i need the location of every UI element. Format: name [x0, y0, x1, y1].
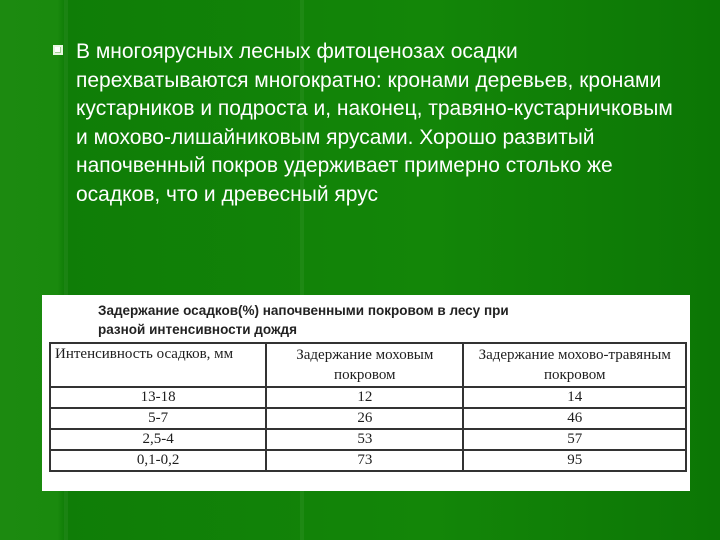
table-row — [50, 429, 686, 450]
table-caption-line: разной интенсивности дождя — [98, 322, 297, 337]
table-row — [50, 387, 686, 408]
body-paragraph: В многоярусных лесных фитоценозах осадки перехватываются многократно: кронами деревьев, кронами кустарников и подроста и, наконец, травяно-кустарничковым и мохово-лишайниковым ярусами. Хорошо развитый напочвенный покров удерживает примерно столько же осадков, что и древесный ярус — [76, 40, 673, 206]
column-header-intensity: Интенсивность осадков, мм — [50, 343, 266, 387]
table-cell: 95 — [463, 450, 686, 471]
table-header-row — [50, 343, 686, 387]
precipitation-table — [49, 342, 687, 472]
table-caption — [98, 301, 658, 339]
table-cell: 12 — [266, 387, 463, 408]
table-cell: 26 — [266, 408, 463, 429]
slide-body — [76, 38, 676, 209]
table-cell: 46 — [463, 408, 686, 429]
column-header-moss: Задержание моховым покровом — [266, 343, 463, 387]
table-cell: 57 — [463, 429, 686, 450]
table-row — [50, 408, 686, 429]
table-cell: 0,1-0,2 — [50, 450, 266, 471]
table-cell: 14 — [463, 387, 686, 408]
table-row — [50, 450, 686, 471]
square-bullet-icon — [53, 45, 63, 55]
column-header-moss-grass: Задержание мохово-травяным покровом — [463, 343, 686, 387]
table-cell: 13-18 — [50, 387, 266, 408]
table-image — [42, 295, 690, 491]
table-cell: 73 — [266, 450, 463, 471]
table-caption-line: Задержание осадков(%) напочвенными покровом в лесу при — [98, 303, 509, 318]
table-cell: 5-7 — [50, 408, 266, 429]
table-cell: 2,5-4 — [50, 429, 266, 450]
table-cell: 53 — [266, 429, 463, 450]
